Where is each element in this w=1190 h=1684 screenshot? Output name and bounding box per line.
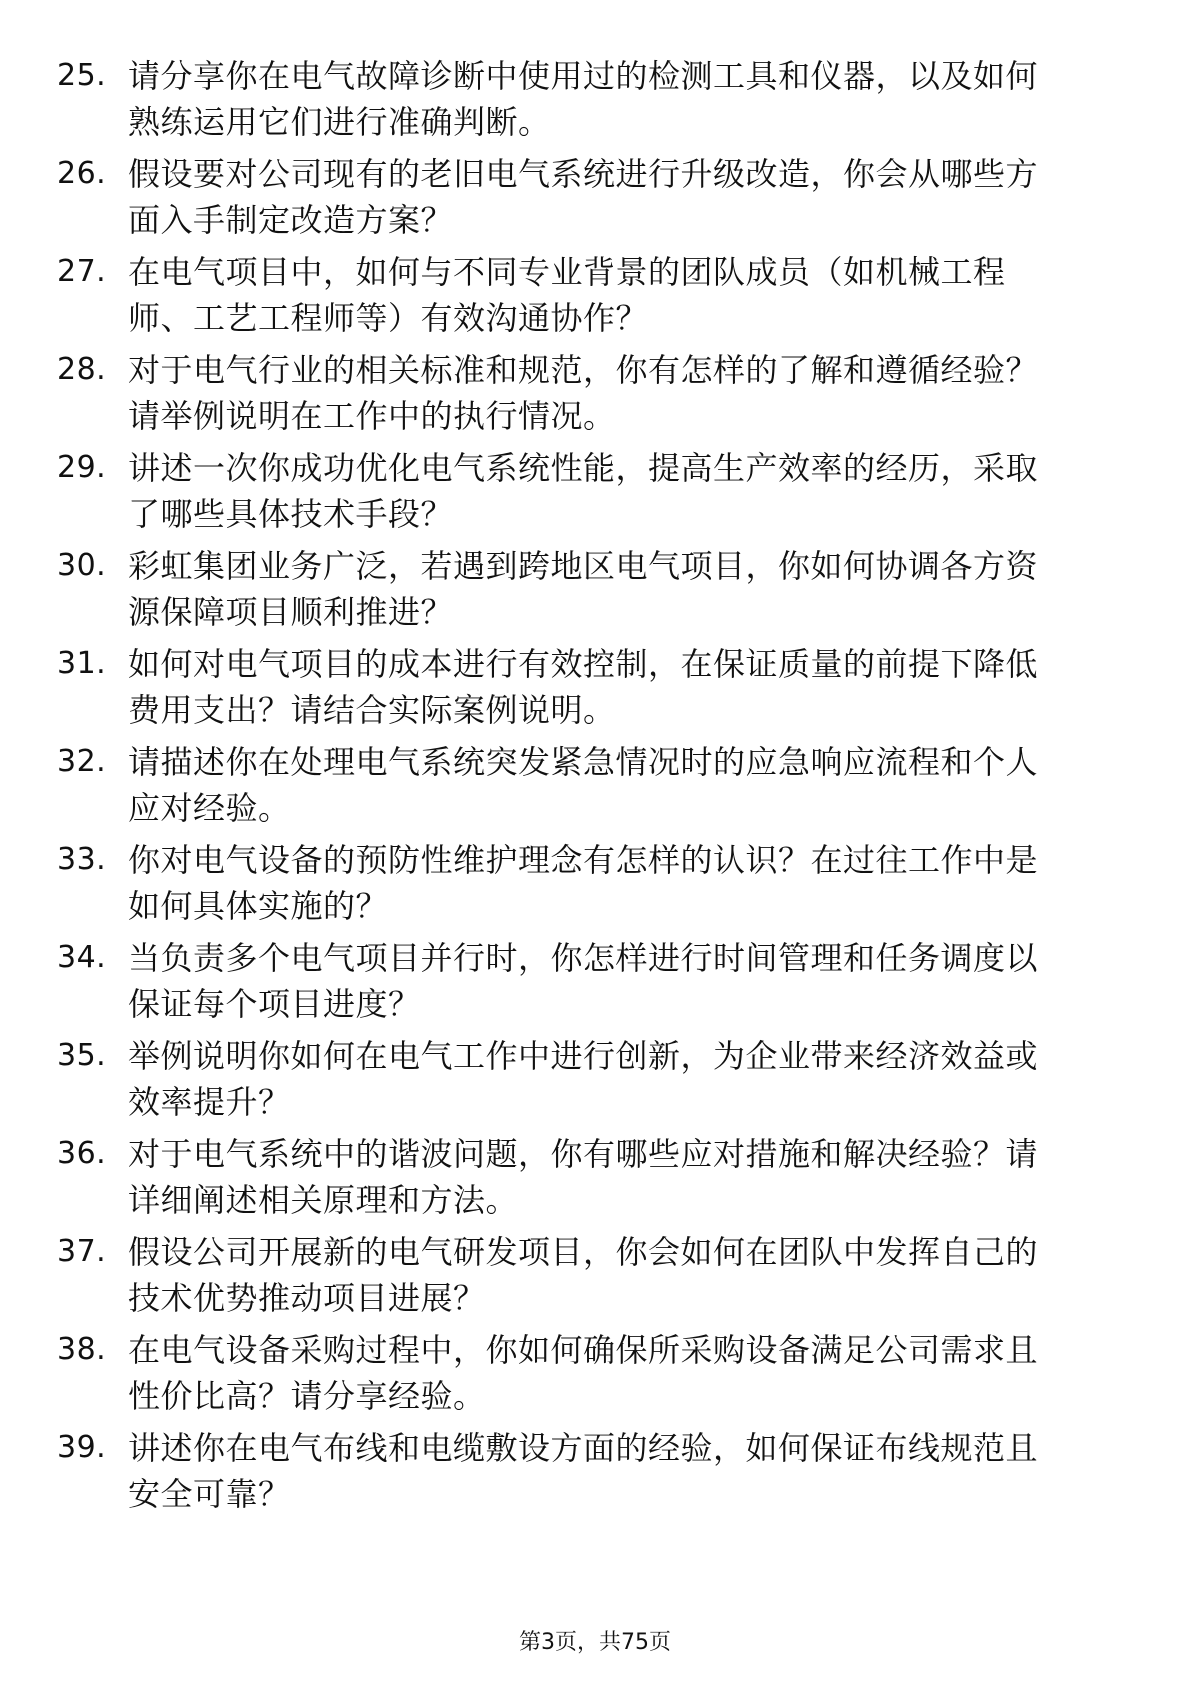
question-number: 30.: [57, 548, 107, 583]
question-number: 39.: [57, 1430, 107, 1465]
question-number: 25.: [57, 58, 107, 93]
question-number: 37.: [57, 1234, 107, 1269]
list-item: [0, 734, 1190, 832]
list-item: [0, 832, 1190, 930]
question-text: 你对电气设备的预防性维护理念有怎样的认识？在过往工作中是 如何具体实施的？: [128, 841, 1039, 925]
list-item: [0, 342, 1190, 440]
list-item: [0, 1224, 1190, 1322]
page-footer: 第3页，共75页: [519, 1630, 671, 1655]
list-item: [0, 636, 1190, 734]
list-item: [0, 1322, 1190, 1420]
question-text: 在电气设备采购过程中，你如何确保所采购设备满足公司需求且 性价比高？请分享经验。: [128, 1331, 1039, 1415]
question-number: 26.: [57, 156, 107, 191]
question-text: 如何对电气项目的成本进行有效控制，在保证质量的前提下降低 费用支出？请结合实际案例说明。: [128, 645, 1039, 729]
question-text: 讲述你在电气布线和电缆敷设方面的经验，如何保证布线规范且 安全可靠？: [128, 1429, 1039, 1513]
question-number: 32.: [57, 744, 107, 779]
list-item: [0, 1126, 1190, 1224]
question-number: 28.: [57, 352, 107, 387]
question-text: 请描述你在处理电气系统突发紧急情况时的应急响应流程和个人 应对经验。: [128, 743, 1039, 827]
question-text: 彩虹集团业务广泛，若遇到跨地区电气项目，你如何协调各方资 源保障项目顺利推进？: [128, 547, 1039, 631]
list-item: [0, 48, 1190, 146]
list-item: [0, 930, 1190, 1028]
question-number: 31.: [57, 646, 107, 681]
list-item: [0, 1420, 1190, 1518]
question-number: 29.: [57, 450, 107, 485]
question-list: [0, 48, 1190, 1518]
question-text: 假设要对公司现有的老旧电气系统进行升级改造，你会从哪些方 面入手制定改造方案？: [128, 155, 1039, 239]
question-text: 讲述一次你成功优化电气系统性能，提高生产效率的经历，采取 了哪些具体技术手段？: [128, 449, 1039, 533]
list-item: [0, 146, 1190, 244]
question-text: 对于电气行业的相关标准和规范，你有怎样的了解和遵循经验？ 请举例说明在工作中的执行情况。: [128, 351, 1039, 435]
question-text: 对于电气系统中的谐波问题，你有哪些应对措施和解决经验？请 详细阐述相关原理和方法。: [128, 1135, 1039, 1219]
question-number: 35.: [57, 1038, 107, 1073]
list-item: [0, 538, 1190, 636]
list-item: [0, 440, 1190, 538]
question-text: 当负责多个电气项目并行时，你怎样进行时间管理和任务调度以 保证每个项目进度？: [128, 939, 1039, 1023]
question-text: 假设公司开展新的电气研发项目，你会如何在团队中发挥自己的 技术优势推动项目进展？: [128, 1233, 1039, 1317]
question-number: 38.: [57, 1332, 107, 1367]
question-number: 33.: [57, 842, 107, 877]
question-text: 举例说明你如何在电气工作中进行创新，为企业带来经济效益或 效率提升？: [128, 1037, 1039, 1121]
question-text: 请分享你在电气故障诊断中使用过的检测工具和仪器，以及如何 熟练运用它们进行准确判断。: [128, 57, 1039, 141]
question-text: 在电气项目中，如何与不同专业背景的团队成员（如机械工程 师、工艺工程师等）有效沟通协作？: [128, 253, 1006, 337]
question-number: 36.: [57, 1136, 107, 1171]
list-item: [0, 244, 1190, 342]
question-number: 27.: [57, 254, 107, 289]
list-item: [0, 1028, 1190, 1126]
question-number: 34.: [57, 940, 107, 975]
